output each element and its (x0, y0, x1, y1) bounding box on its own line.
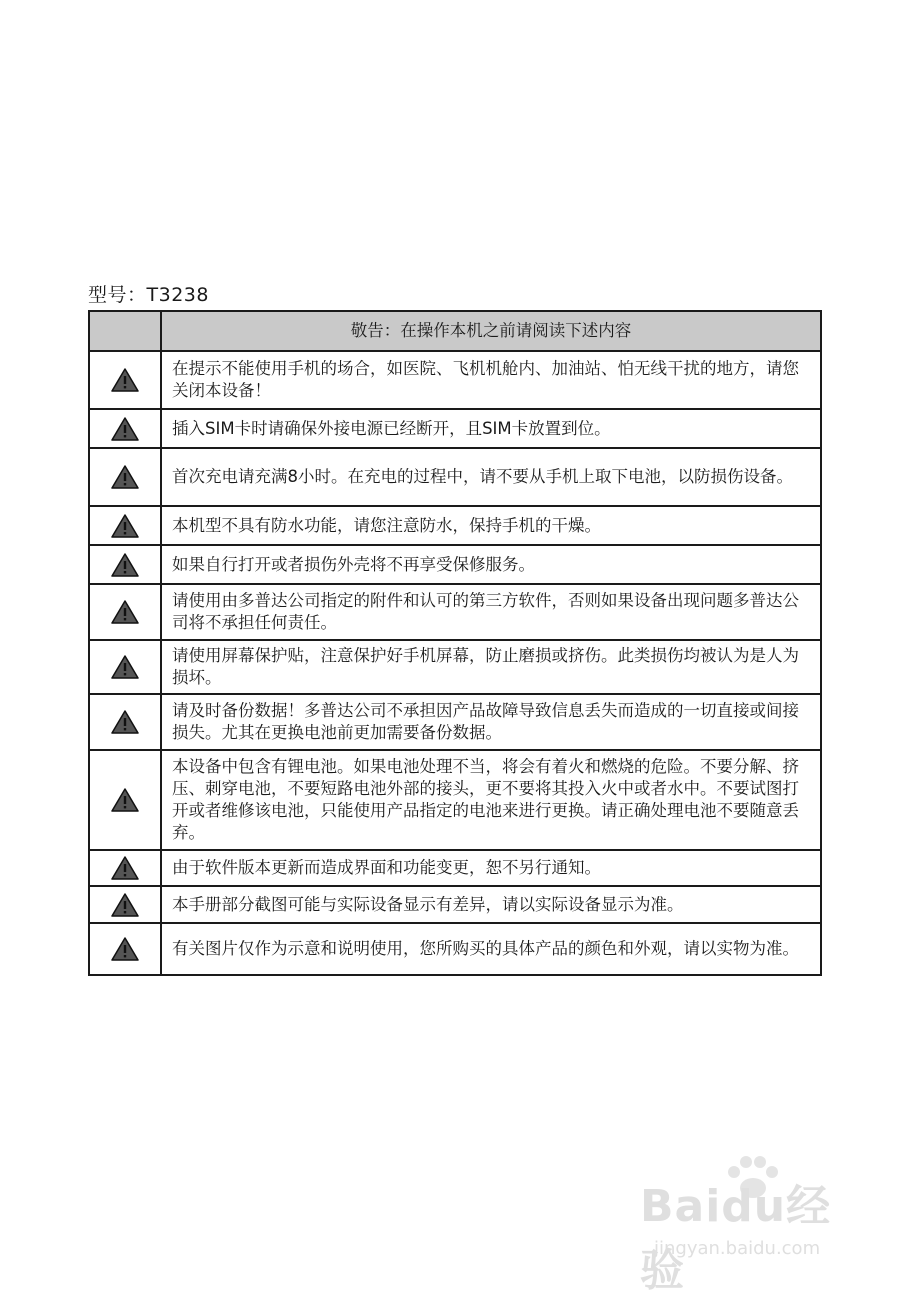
warning-triangle-icon (111, 937, 139, 961)
warning-triangle-icon (111, 600, 139, 624)
warning-icon-cell (89, 584, 161, 640)
warning-triangle-icon (111, 788, 139, 812)
warning-icon-cell (89, 886, 161, 923)
warning-text: 请及时备份数据！多普达公司不承担因产品故障导致信息丢失而造成的一切直接或间接损失。尤其在更换电池前更加需要备份数据。 (161, 694, 821, 750)
warning-icon-cell (89, 351, 161, 409)
warning-row (89, 448, 821, 506)
warning-icon-cell (89, 409, 161, 448)
warning-text: 本设备中包含有锂电池。如果电池处理不当，将会有着火和燃烧的危险。不要分解、挤压、刺穿电池，不要短路电池外部的接头，更不要将其投入火中或者水中。不要试图打开或者维修该电池，只能使用产品指定的电池来进行更换。请正确处理电池不要随意丢弃。 (161, 750, 821, 850)
warning-triangle-icon (111, 417, 139, 441)
warning-triangle-icon (111, 655, 139, 679)
warning-row (89, 750, 821, 850)
warning-triangle-icon (111, 465, 139, 489)
warning-row (89, 850, 821, 886)
warning-icon-cell (89, 545, 161, 584)
warning-row (89, 923, 821, 975)
warning-icon-cell (89, 750, 161, 850)
warning-row (89, 640, 821, 694)
watermark-url: jingyan.baidu.com (654, 1238, 821, 1259)
warning-text: 插入SIM卡时请确保外接电源已经断开，且SIM卡放置到位。 (161, 409, 821, 448)
warning-text: 本手册部分截图可能与实际设备显示有差异，请以实际设备显示为准。 (161, 886, 821, 923)
warning-text: 请使用由多普达公司指定的附件和认可的第三方软件，否则如果设备出现问题多普达公司将不承担任何责任。 (161, 584, 821, 640)
model-number: 型号：T3238 (88, 284, 209, 306)
warning-text: 由于软件版本更新而造成界面和功能变更，恕不另行通知。 (161, 850, 821, 886)
warning-icon-cell (89, 506, 161, 545)
warning-row (89, 351, 821, 409)
warning-text: 请使用屏幕保护贴，注意保护好手机屏幕，防止磨损或挤伤。此类损伤均被认为是人为损坏。 (161, 640, 821, 694)
warning-icon-cell (89, 640, 161, 694)
header-empty-cell (89, 311, 161, 351)
warning-icon-cell (89, 694, 161, 750)
warning-table-header-row (89, 311, 821, 351)
warning-row (89, 694, 821, 750)
warning-text: 在提示不能使用手机的场合，如医院、飞机机舱内、加油站、怕无线干扰的地方，请您关闭本设备！ (161, 351, 821, 409)
watermark-logo-text: Baidu经验 (640, 1181, 832, 1296)
warning-triangle-icon (111, 368, 139, 392)
warning-text: 首次充电请充满8小时。在充电的过程中，请不要从手机上取下电池，以防损伤设备。 (161, 448, 821, 506)
warning-row (89, 506, 821, 545)
warning-triangle-icon (111, 710, 139, 734)
warning-icon-cell (89, 448, 161, 506)
warning-triangle-icon (111, 893, 139, 917)
warning-icon-cell (89, 923, 161, 975)
warning-row (89, 886, 821, 923)
warning-table (88, 310, 822, 976)
warning-text: 如果自行打开或者损伤外壳将不再享受保修服务。 (161, 545, 821, 584)
warning-row (89, 584, 821, 640)
baidu-watermark (640, 1150, 870, 1296)
warning-row (89, 545, 821, 584)
warning-triangle-icon (111, 514, 139, 538)
warning-text: 有关图片仅作为示意和说明使用，您所购买的具体产品的颜色和外观，请以实物为准。 (161, 923, 821, 975)
warning-triangle-icon (111, 553, 139, 577)
warning-triangle-icon (111, 856, 139, 880)
warning-icon-cell (89, 850, 161, 886)
warning-row (89, 409, 821, 448)
warning-text: 本机型不具有防水功能，请您注意防水，保持手机的干燥。 (161, 506, 821, 545)
warning-table-title: 敬告：在操作本机之前请阅读下述内容 (161, 311, 821, 351)
